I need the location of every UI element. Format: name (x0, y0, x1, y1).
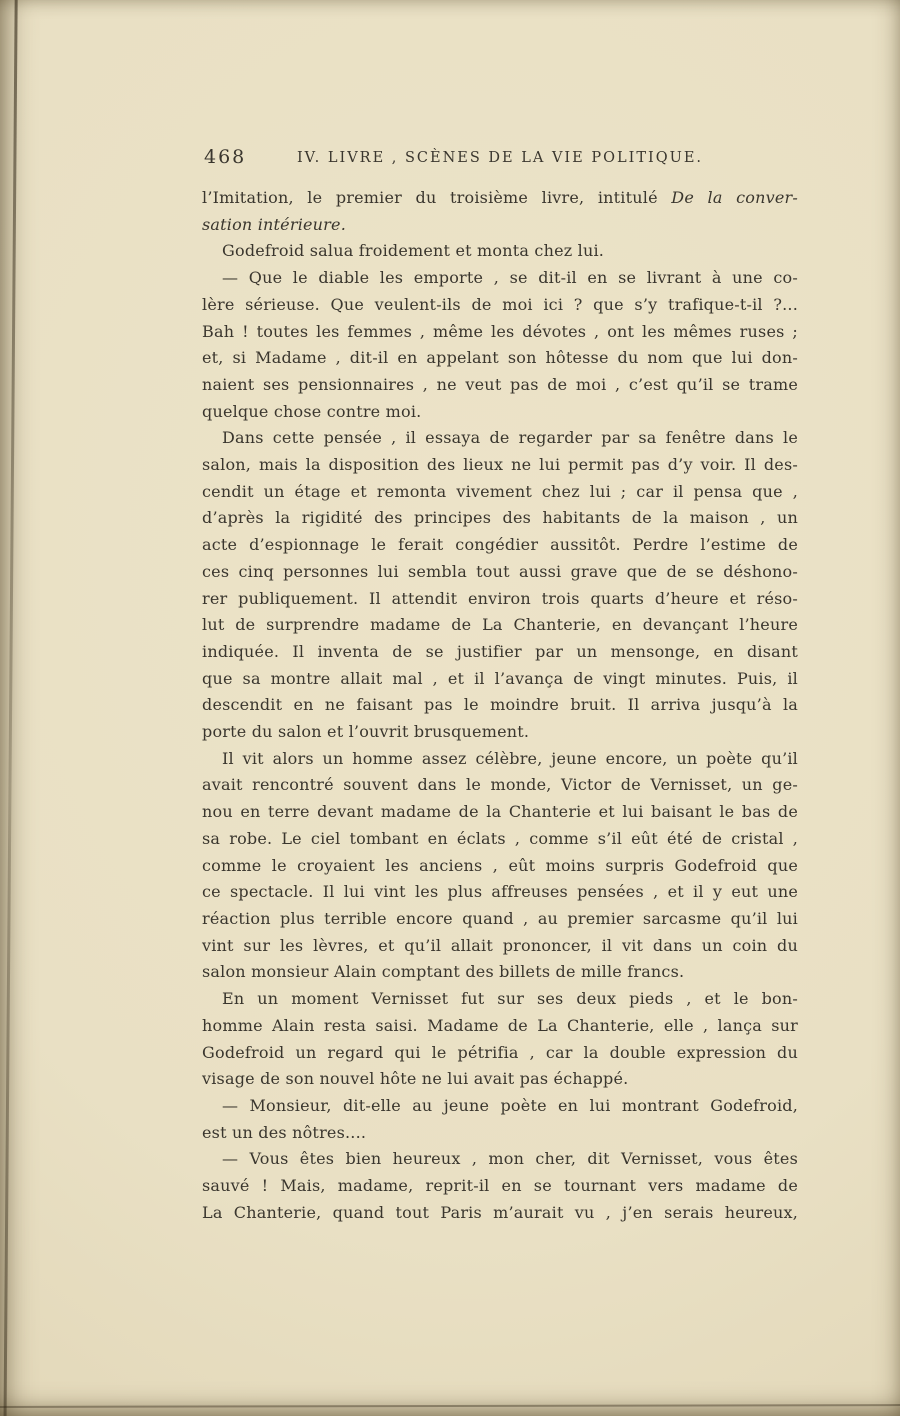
text-line (202, 1040, 798, 1067)
text-line (202, 1013, 798, 1040)
text-segment: est un des nôtres.... (202, 1122, 367, 1142)
page-body (202, 185, 798, 1226)
page-bottom-edge (0, 1404, 900, 1408)
page-number: 468 (204, 146, 247, 168)
text-segment: salon monsieur Alain comptant des billets de mille francs. (202, 962, 685, 982)
text-segment: comme le croyaient les anciens , eût moins surpris Godefroid que (202, 855, 798, 875)
text-segment: lère sérieuse. Que veulent-ils de moi ici ? que s’y trafique-t-il ?... (202, 294, 798, 314)
text-line (202, 292, 798, 319)
text-segment: visage de son nouvel hôte ne lui avait pas échappé. (202, 1069, 629, 1089)
text-line (202, 185, 798, 212)
text-segment: homme Alain resta saisi. Madame de La Chanterie, elle , lança sur (202, 1015, 798, 1035)
text-line (202, 1200, 798, 1227)
text-segment: vint sur les lèvres, et qu’il allait prononcer, il vit dans un coin du (202, 935, 798, 955)
text-line (202, 212, 798, 239)
text-line (202, 1120, 798, 1147)
text-line (202, 692, 798, 719)
text-segment: nou en terre devant madame de la Chanterie et lui baisant le bas de (202, 802, 798, 822)
text-line (202, 853, 798, 880)
text-line (202, 238, 798, 265)
text-line (202, 1173, 798, 1200)
text-segment: d’après la rigidité des principes des habitants de la maison , un (202, 508, 798, 528)
text-segment: Dans cette pensée , il essaya de regarder par sa fenêtre dans le (222, 428, 798, 448)
text-segment: avait rencontré souvent dans le monde, Victor de Vernisset, un ge- (202, 775, 798, 795)
text-segment: ces cinq personnes lui sembla tout aussi grave que de se déshono- (202, 561, 798, 581)
page-left-edge (3, 0, 17, 1416)
text-segment: Godefroid un regard qui le pétrifia , car la double expression du (202, 1042, 798, 1062)
text-segment: porte du salon et l’ouvrit brusquement. (202, 722, 530, 742)
text-line (202, 746, 798, 773)
text-line (202, 933, 798, 960)
text-segment: l’Imitation, le premier du troisième livre, intitulé (202, 188, 672, 207)
text-segment: réaction plus terrible encore quand , au premier sarcasme qu’il lui (202, 908, 798, 928)
text-line (202, 452, 798, 479)
text-segment: indiquée. Il inventa de se justifier par un mensonge, en disant (202, 641, 798, 661)
text-segment: Bah ! toutes les femmes , même les dévotes , ont les mêmes ruses ; (202, 321, 798, 341)
text-segment: et, si Madame , dit-il en appelant son hôtesse du nom que lui don- (202, 348, 798, 368)
text-segment: Godefroid salua froidement et monta chez lui. (222, 241, 605, 261)
text-segment: rer publiquement. Il attendit environ trois quarts d’heure et réso- (202, 588, 798, 608)
text-segment: — Monsieur, dit-elle au jeune poète en lui montrant Godefroid, (222, 1095, 798, 1115)
italic-text: sation intérieure. (202, 214, 346, 234)
text-line (202, 265, 798, 292)
text-segment: quelque chose contre moi. (202, 401, 422, 421)
text-line (202, 826, 798, 853)
text-line (202, 906, 798, 933)
text-line (202, 1066, 798, 1093)
text-segment: — Que le diable les emporte , se dit-il en se livrant à une co- (222, 268, 798, 288)
text-line (202, 399, 798, 426)
text-segment: salon, mais la disposition des lieux ne lui permit pas d’y voir. Il des- (202, 455, 798, 475)
text-segment: Il vit alors un homme assez célèbre, jeune encore, un poète qu’il (222, 748, 798, 768)
text-line (202, 345, 798, 372)
page-header (202, 146, 798, 176)
text-segment: naient ses pensionnaires , ne veut pas de moi , c’est qu’il se trame (202, 374, 798, 394)
text-line (202, 425, 798, 452)
text-line (202, 372, 798, 399)
text-line (202, 319, 798, 346)
text-segment: ce spectacle. Il lui vint les plus affreuses pensées , et il y eut une (202, 882, 798, 902)
text-segment: En un moment Vernisset fut sur ses deux pieds , et le bon- (222, 989, 798, 1009)
text-line (202, 986, 798, 1013)
text-line (202, 586, 798, 613)
text-line (202, 479, 798, 506)
text-segment: La Chanterie, quand tout Paris m’aurait vu , j’en serais heureux, (202, 1202, 798, 1222)
text-line (202, 1093, 798, 1120)
text-segment: cendit un étage et remonta vivement chez lui ; car il pensa que , (202, 481, 798, 501)
text-segment: lut de surprendre madame de La Chanterie, en devançant l’heure (202, 615, 798, 635)
italic-text: De la conver- (671, 188, 799, 207)
text-segment: que sa montre allait mal , et il l’avança de vingt minutes. Puis, il (202, 668, 798, 688)
text-line (202, 719, 798, 746)
running-title: IV. LIVRE , SCÈNES DE LA VIE POLITIQUE. (296, 150, 704, 166)
text-line (202, 879, 798, 906)
text-line (202, 559, 798, 586)
text-line (202, 959, 798, 986)
text-line (202, 1146, 798, 1173)
text-line (202, 532, 798, 559)
text-block (202, 146, 798, 1226)
text-line (202, 799, 798, 826)
text-line (202, 612, 798, 639)
text-segment: sa robe. Le ciel tombant en éclats , comme s’il eût été de cristal , (202, 828, 798, 848)
text-segment: descendit en ne faisant pas le moindre bruit. Il arriva jusqu’à la (202, 695, 798, 715)
text-line (202, 666, 798, 693)
text-line (202, 639, 798, 666)
text-segment: — Vous êtes bien heureux , mon cher, dit Vernisset, vous êtes (222, 1149, 798, 1169)
text-line (202, 505, 798, 532)
text-line (202, 772, 798, 799)
text-segment: acte d’espionnage le ferait congédier aussitôt. Perdre l’estime de (202, 535, 798, 555)
text-segment: sauvé ! Mais, madame, reprit-il en se tournant vers madame de (202, 1176, 798, 1196)
